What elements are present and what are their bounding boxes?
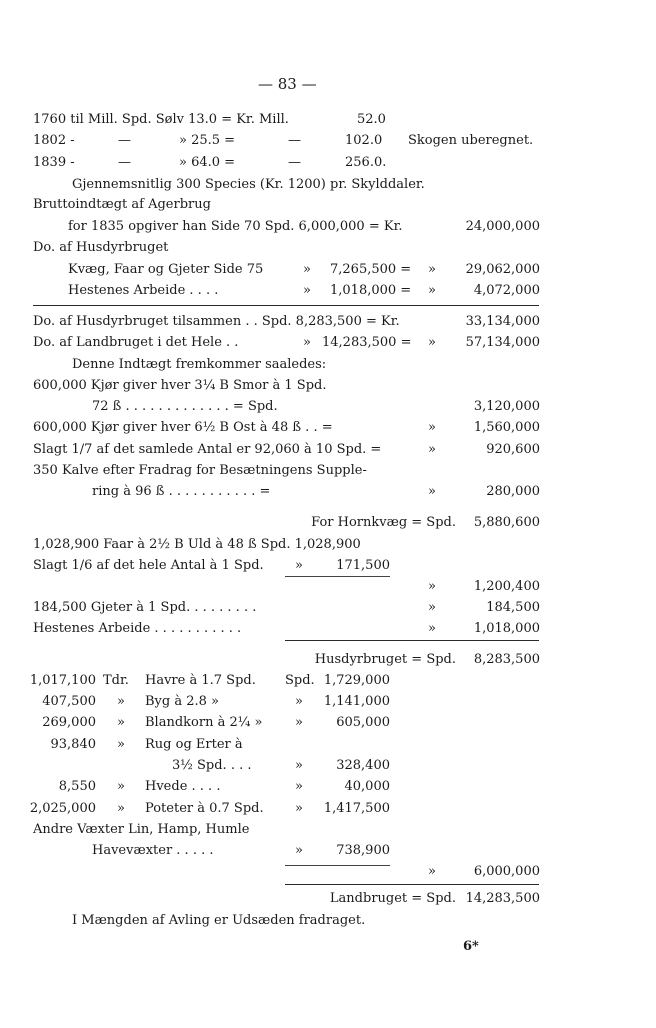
crop-value: 1,729,000 xyxy=(323,673,390,688)
line-ring-value: 280,000 xyxy=(486,484,540,499)
line-husdyrbruget: Husdyrbruget = Spd. xyxy=(314,652,456,667)
crop-name: Blandkorn à 2¼ » xyxy=(145,715,263,730)
line-slagt1-value: 920,600 xyxy=(486,442,540,457)
crop-qty: 8,550 xyxy=(58,779,96,794)
crop-name: Havre à 1.7 Spd. xyxy=(145,673,256,688)
line-andre: Andre Væxter Lin, Hamp, Humle xyxy=(33,822,250,837)
line-kjor2: 600,000 Kjør giver hver 6½ B Ost à 48 ß . . = xyxy=(33,420,333,435)
crop-qty: 1,017,100 xyxy=(29,673,96,688)
line-landbruget-mark: » xyxy=(303,335,311,350)
line-1760: 1760 til Mill. Spd. Sølv 13.0 = Kr. Mill. xyxy=(33,112,289,127)
crop-name: Hvede . . . . xyxy=(145,779,221,794)
line-sum1-value: 1,200,400 xyxy=(473,579,540,594)
crop-unit: » xyxy=(117,694,125,709)
line-landbruget-total: Landbruget = Spd. xyxy=(329,891,456,906)
line-kjor1b-value: 3,120,000 xyxy=(473,399,540,414)
line-hest-mark: » xyxy=(303,283,311,298)
line-ring: ring à 96 ß . . . . . . . . . . . = xyxy=(92,484,271,499)
line-kvaeg-kr: 29,062,000 xyxy=(465,262,540,277)
rule-3 xyxy=(285,640,539,641)
line-gjeter-value: 184,500 xyxy=(486,600,540,615)
rule-2 xyxy=(285,576,390,577)
line-hest-mark2: » xyxy=(428,283,436,298)
line-gjeter-mark: » xyxy=(428,600,436,615)
rule-4 xyxy=(285,865,390,866)
footnote: I Mængden af Avling er Udsæden fradraget. xyxy=(72,913,366,928)
line-hornkvaeg: For Hornkvæg = Spd. xyxy=(311,515,456,530)
rule-5 xyxy=(285,884,539,885)
crop-cur: Spd. xyxy=(285,673,315,688)
crop-cur: » xyxy=(295,715,303,730)
line-slagt2-mark: » xyxy=(295,558,303,573)
line-slagt2-value: 171,500 xyxy=(336,558,390,573)
line-husdyrbruget-value: 8,283,500 xyxy=(473,652,540,667)
line-for-1835: for 1835 opgiver han Side 70 Spd. 6,000,000 = Kr. xyxy=(68,219,403,234)
heading-gross-income: Bruttoindtægt af Agerbrug xyxy=(33,197,211,212)
line-landbruget-spd: 14,283,500 = xyxy=(322,335,412,350)
line-hest2: Hestenes Arbeide . . . . . . . . . . . xyxy=(33,621,242,636)
line-have-mark: » xyxy=(295,843,303,858)
crop-value: 1,141,000 xyxy=(323,694,390,709)
line-ring-mark: » xyxy=(428,484,436,499)
line-sum1-mark: » xyxy=(428,579,436,594)
line-have: Havevæxter . . . . . xyxy=(92,843,214,858)
line-kjor2-mark: » xyxy=(428,420,436,435)
crop-name: 3½ Spd. . . . xyxy=(172,758,252,773)
crop-unit: » xyxy=(117,737,125,752)
crop-value: 605,000 xyxy=(336,715,390,730)
crop-value: 328,400 xyxy=(336,758,390,773)
crop-cur: » xyxy=(295,801,303,816)
line-slagt2: Slagt 1/6 af det hele Antal à 1 Spd. xyxy=(33,558,264,573)
line-kalve: 350 Kalve efter Fradrag for Besætningens Supple- xyxy=(33,463,367,478)
line-hest-spd: 1,018,000 = xyxy=(330,283,412,298)
line-hest2-mark: » xyxy=(428,621,436,636)
heading-husdyr: Do. af Husdyrbruget xyxy=(33,240,169,255)
line-kvaeg: Kvæg, Faar og Gjeter Side 75 xyxy=(68,262,264,277)
line-1760-value: 52.0 xyxy=(357,112,386,127)
line-1802-year: 1802 - xyxy=(33,133,75,148)
line-landbruget-total-value: 14,283,500 xyxy=(465,891,540,906)
average-line: Gjennemsnitlig 300 Species (Kr. 1200) pr. Skylddaler. xyxy=(72,177,425,192)
line-1802-note: Skogen uberegnet. xyxy=(408,133,534,148)
line-1839-year: 1839 - xyxy=(33,155,75,170)
crop-cur: » xyxy=(295,694,303,709)
line-1802-dash2: — xyxy=(288,133,301,148)
line-1839-spd: » 64.0 = xyxy=(179,155,236,170)
line-1839-kr: 256.0. xyxy=(345,155,387,170)
line-kjor2-value: 1,560,000 xyxy=(473,420,540,435)
line-1802-spd: » 25.5 = xyxy=(179,133,236,148)
crop-qty: 269,000 xyxy=(42,715,96,730)
line-landbruget: Do. af Landbruget i det Hele . . xyxy=(33,335,239,350)
line-1802-dash1: — xyxy=(118,133,131,148)
line-kvaeg-spd: 7,265,500 = xyxy=(330,262,412,277)
crop-qty: 93,840 xyxy=(50,737,96,752)
crop-qty: 2,025,000 xyxy=(29,801,96,816)
line-kjor1b: 72 ß . . . . . . . . . . . . . = Spd. xyxy=(92,399,278,414)
crop-name: Byg à 2.8 » xyxy=(145,694,219,709)
line-landbruget-mark2: » xyxy=(428,335,436,350)
line-sum2-value: 6,000,000 xyxy=(473,864,540,879)
line-slagt1: Slagt 1/7 af det samlede Antal er 92,060 à 10 Spd. = xyxy=(33,442,382,457)
line-hest: Hestenes Arbeide . . . . xyxy=(68,283,219,298)
line-have-value: 738,900 xyxy=(336,843,390,858)
line-for-1835-kr: 24,000,000 xyxy=(465,219,540,234)
crop-cur: » xyxy=(295,758,303,773)
signature-mark: 6* xyxy=(463,939,479,954)
line-denne: Denne Indtægt fremkommer saaledes: xyxy=(72,357,327,372)
crop-unit: » xyxy=(117,801,125,816)
line-kvaeg-mark: » xyxy=(303,262,311,277)
line-kvaeg-mark2: » xyxy=(428,262,436,277)
line-hornkvaeg-value: 5,880,600 xyxy=(473,515,540,530)
line-landbruget-kr: 57,134,000 xyxy=(465,335,540,350)
line-hest2-value: 1,018,000 xyxy=(473,621,540,636)
rule-1 xyxy=(33,305,539,306)
line-1802-kr: 102.0 xyxy=(345,133,383,148)
crop-cur: » xyxy=(295,779,303,794)
crop-value: 40,000 xyxy=(344,779,390,794)
line-hest-kr: 4,072,000 xyxy=(473,283,540,298)
crop-name: Poteter à 0.7 Spd. xyxy=(145,801,264,816)
crop-qty: 407,500 xyxy=(42,694,96,709)
crop-value: 1,417,500 xyxy=(323,801,390,816)
line-slagt1-mark: » xyxy=(428,442,436,457)
line-gjeter: 184,500 Gjeter à 1 Spd. . . . . . . . . xyxy=(33,600,257,615)
line-1839-dash2: — xyxy=(288,155,301,170)
crop-unit: » xyxy=(117,779,125,794)
line-kjor1: 600,000 Kjør giver hver 3¼ B Smor à 1 Spd. xyxy=(33,378,327,393)
line-faar: 1,028,900 Faar à 2½ B Uld à 48 ß Spd. 1,028,900 xyxy=(33,537,361,552)
crop-unit: » xyxy=(117,715,125,730)
line-1839-dash1: — xyxy=(118,155,131,170)
line-sum2-mark: » xyxy=(428,864,436,879)
page-number: — 83 — xyxy=(258,75,317,93)
crop-unit: Tdr. xyxy=(103,673,129,688)
line-husdyr-total: Do. af Husdyrbruget tilsammen . . Spd. 8,283,500 = Kr. xyxy=(33,314,400,329)
line-husdyr-total-kr: 33,134,000 xyxy=(465,314,540,329)
crop-name: Rug og Erter à xyxy=(145,737,243,752)
